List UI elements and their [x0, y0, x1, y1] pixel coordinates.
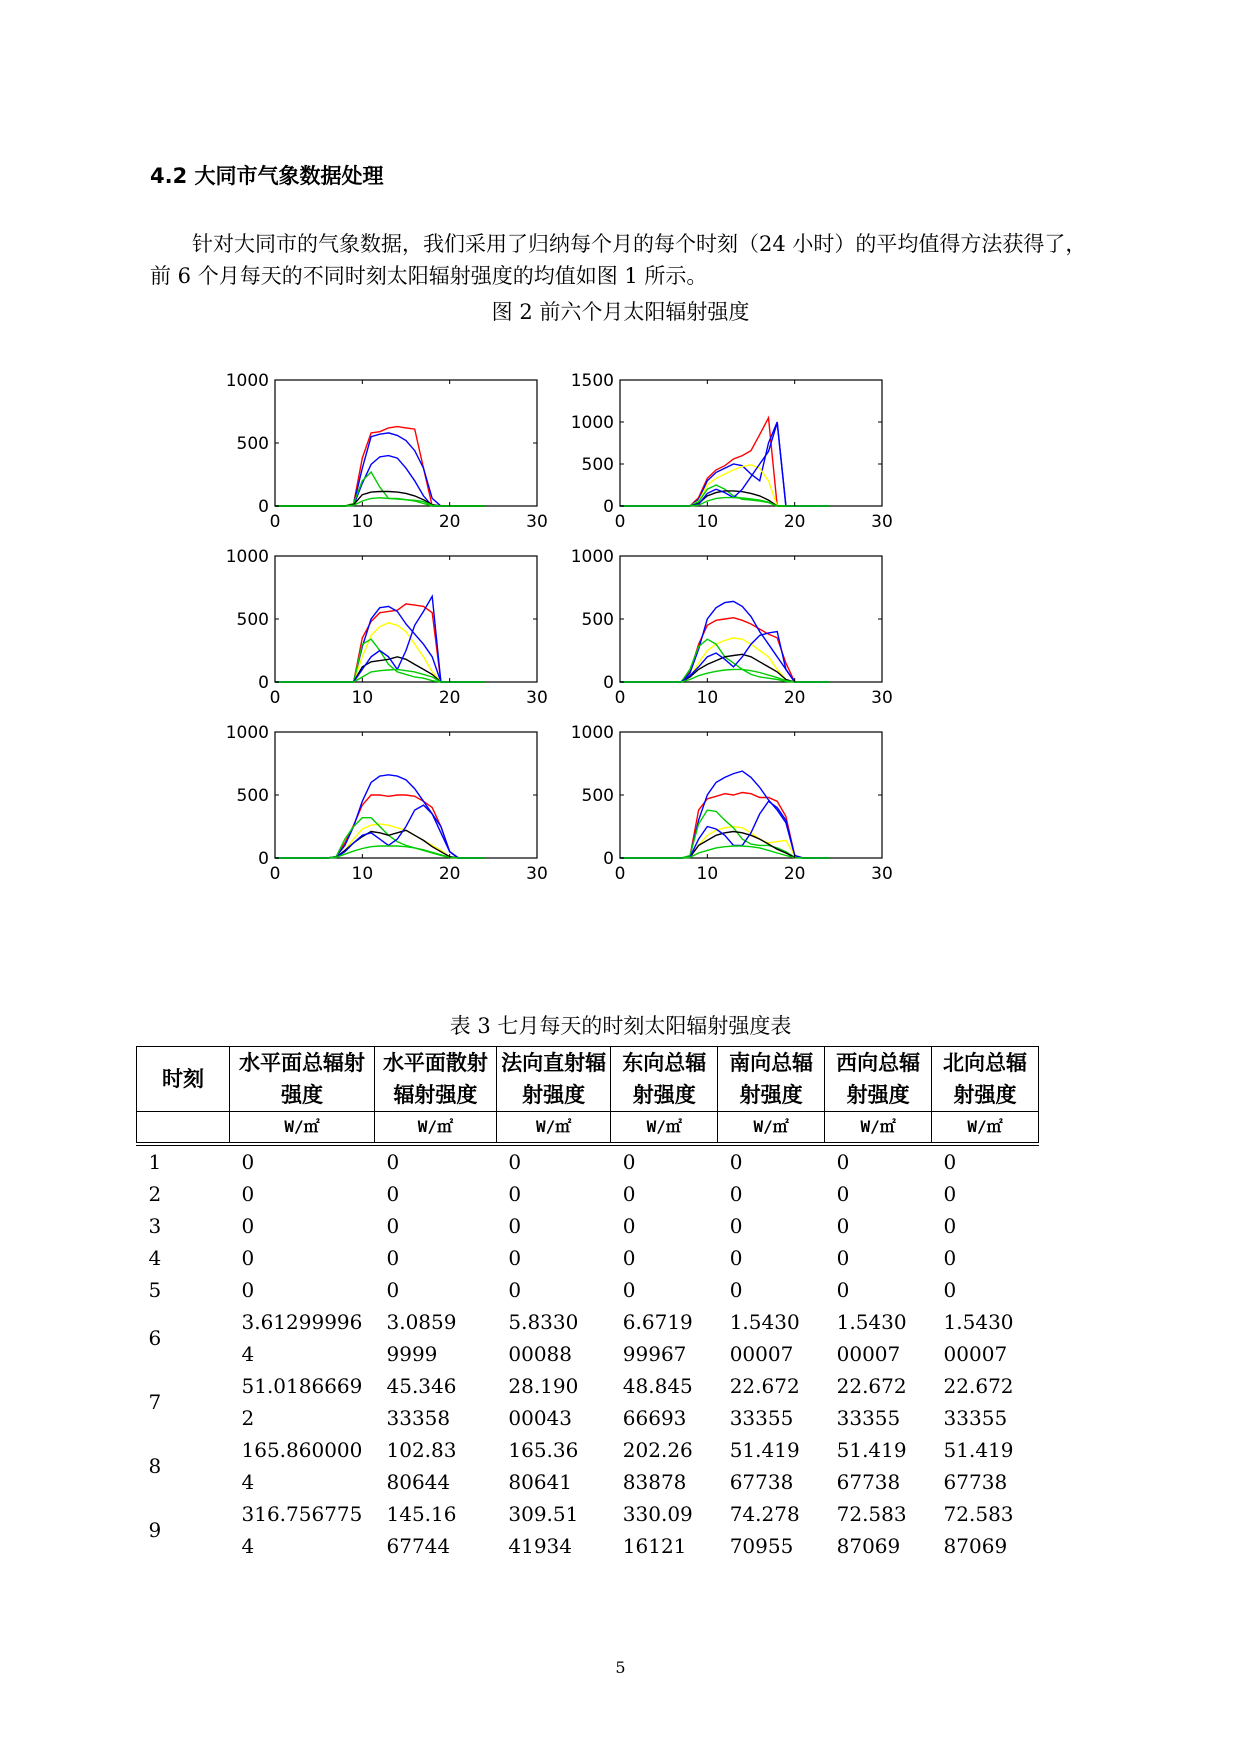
page-number: 5	[615, 1658, 626, 1677]
header-cell: 北向总辐射强度	[932, 1047, 1039, 1112]
value-cell: 22.672 33355	[943, 1374, 1014, 1430]
y-tick-label: 0	[258, 849, 269, 869]
unit-cell: W/㎡	[718, 1112, 825, 1145]
header-cell: 东向总辐射强度	[611, 1047, 718, 1112]
value-cell: 48.845 66693	[622, 1374, 693, 1430]
value-cell: 6.6719 99967	[622, 1310, 693, 1366]
table-row	[137, 1370, 1039, 1434]
x-tick-label: 0	[269, 864, 281, 884]
subplot-4	[571, 547, 893, 708]
x-tick-label: 20	[438, 512, 461, 532]
value-cell: 72.583 87069	[943, 1502, 1014, 1558]
value-cell: 0	[943, 1150, 957, 1174]
hour-cell: 6	[148, 1326, 162, 1350]
plot-frame	[620, 380, 882, 506]
value-cell: 0	[241, 1150, 255, 1174]
y-tick-label: 500	[236, 434, 269, 454]
plot-frame	[620, 556, 882, 682]
body-paragraph: 针对大同市的气象数据，我们采用了归纳每个月的每个时刻（24 小时）的平均值得方法获得了，前 6 个月每天的不同时刻太阳辐射强度的均值如图 1 所示。	[150, 232, 1087, 288]
table-row	[137, 1210, 1039, 1242]
value-cell: 51.419 67738	[729, 1438, 800, 1494]
plot-frame	[620, 732, 882, 858]
table-caption: 表 3 七月每天的时刻太阳辐射强度表	[449, 1014, 792, 1038]
value-cell: 5.8330 00088	[508, 1310, 579, 1366]
value-cell: 0	[836, 1214, 850, 1238]
table-row	[137, 1178, 1039, 1210]
section-heading: 4.2 大同市气象数据处理	[150, 164, 384, 188]
value-cell: 0	[943, 1278, 957, 1302]
table-row	[137, 1306, 1039, 1370]
x-tick-label: 30	[871, 512, 893, 532]
value-cell: 0	[622, 1278, 636, 1302]
value-cell: 51.419 67738	[836, 1438, 907, 1494]
x-tick-label: 30	[871, 864, 893, 884]
value-cell: 0	[241, 1246, 255, 1270]
y-tick-label: 1000	[225, 371, 269, 391]
value-cell: 0	[836, 1150, 850, 1174]
value-cell: 22.672 33355	[729, 1374, 800, 1430]
value-cell: 0	[943, 1182, 957, 1206]
hour-cell: 5	[148, 1278, 162, 1302]
y-tick-label: 500	[581, 610, 614, 630]
value-cell: 0	[241, 1182, 255, 1206]
y-tick-label: 1000	[225, 547, 269, 567]
value-cell: 0	[386, 1182, 400, 1206]
value-cell: 22.672 33355	[836, 1374, 907, 1430]
value-cell: 0	[508, 1278, 522, 1302]
value-cell: 74.278 70955	[729, 1502, 800, 1558]
value-cell: 0	[386, 1150, 400, 1174]
y-tick-label: 1500	[570, 371, 614, 391]
value-cell: 0	[508, 1214, 522, 1238]
value-cell: 0	[622, 1150, 636, 1174]
y-tick-label: 0	[258, 673, 269, 693]
table-row	[137, 1242, 1039, 1274]
value-cell: 102.83 80644	[386, 1438, 457, 1494]
x-tick-label: 30	[526, 512, 548, 532]
value-cell: 0	[386, 1278, 400, 1302]
unit-cell: W/㎡	[230, 1112, 375, 1145]
value-cell: 72.583 87069	[836, 1502, 907, 1558]
x-tick-label: 10	[351, 864, 374, 884]
value-cell: 0	[943, 1246, 957, 1270]
header-cell: 西向总辐射强度	[825, 1047, 932, 1112]
header-cell: 时刻	[137, 1047, 230, 1112]
x-tick-label: 0	[614, 512, 626, 532]
plot-frame	[275, 556, 537, 682]
value-cell: 309.51 41934	[508, 1502, 579, 1558]
unit-cell	[137, 1112, 230, 1145]
y-tick-label: 0	[603, 673, 614, 693]
x-tick-label: 20	[438, 864, 461, 884]
unit-cell: W/㎡	[825, 1112, 932, 1145]
radiation-figure	[225, 371, 1020, 960]
table-row	[137, 1274, 1039, 1306]
x-tick-label: 0	[614, 688, 626, 708]
value-cell: 0	[508, 1246, 522, 1270]
radiation-table	[136, 1046, 1039, 1562]
x-tick-label: 20	[783, 512, 806, 532]
value-cell: 28.190 00043	[508, 1374, 579, 1430]
header-cell: 水平面散射辐射强度	[375, 1047, 497, 1112]
value-cell: 330.09 16121	[622, 1502, 693, 1558]
subplot-6	[571, 723, 893, 884]
x-tick-label: 10	[696, 864, 719, 884]
hour-cell: 3	[148, 1214, 162, 1238]
hour-cell: 4	[148, 1246, 162, 1270]
value-cell: 145.16 67744	[386, 1502, 457, 1558]
value-cell: 51.419 67738	[943, 1438, 1014, 1494]
x-tick-label: 0	[269, 512, 281, 532]
value-cell: 165.860000 4	[241, 1438, 363, 1494]
unit-cell: W/㎡	[932, 1112, 1039, 1145]
value-cell: 0	[508, 1182, 522, 1206]
y-tick-label: 1000	[570, 547, 614, 567]
value-cell: 316.756775 4	[241, 1502, 363, 1558]
x-tick-label: 0	[614, 864, 626, 884]
y-tick-label: 500	[236, 786, 269, 806]
y-tick-label: 500	[236, 610, 269, 630]
subplot-3	[226, 547, 548, 708]
value-cell: 0	[729, 1278, 743, 1302]
value-cell: 165.36 80641	[508, 1438, 579, 1494]
value-cell: 1.5430 00007	[943, 1310, 1014, 1366]
value-cell: 0	[729, 1246, 743, 1270]
unit-cell: W/㎡	[496, 1112, 610, 1145]
x-tick-label: 10	[351, 688, 374, 708]
value-cell: 3.61299996 4	[241, 1310, 363, 1366]
value-cell: 0	[622, 1246, 636, 1270]
value-cell: 0	[729, 1214, 743, 1238]
hour-cell: 8	[148, 1454, 162, 1478]
value-cell: 0	[729, 1182, 743, 1206]
subplot-2	[571, 371, 893, 532]
y-tick-label: 500	[581, 455, 614, 475]
value-cell: 3.0859 9999	[386, 1310, 457, 1366]
y-tick-label: 0	[603, 497, 614, 517]
value-cell: 0	[508, 1150, 522, 1174]
hour-cell: 2	[148, 1182, 162, 1206]
value-cell: 51.0186669 2	[241, 1374, 363, 1430]
value-cell: 45.346 33358	[386, 1374, 457, 1430]
value-cell: 0	[241, 1278, 255, 1302]
value-cell: 0	[943, 1214, 957, 1238]
value-cell: 202.26 83878	[622, 1438, 693, 1494]
y-tick-label: 1000	[225, 723, 269, 743]
y-tick-label: 0	[258, 497, 269, 517]
x-tick-label: 20	[783, 864, 806, 884]
y-tick-label: 1000	[570, 723, 614, 743]
value-cell: 0	[836, 1182, 850, 1206]
value-cell: 1.5430 00007	[729, 1310, 800, 1366]
x-tick-label: 30	[526, 864, 548, 884]
header-cell: 法向直射辐射强度	[496, 1047, 610, 1112]
subplot-5	[226, 723, 548, 884]
subplot-1	[226, 371, 548, 532]
table-row	[137, 1434, 1039, 1498]
x-tick-label: 10	[696, 512, 719, 532]
x-tick-label: 30	[526, 688, 548, 708]
x-tick-label: 10	[696, 688, 719, 708]
y-tick-label: 500	[581, 786, 614, 806]
unit-cell: W/㎡	[611, 1112, 718, 1145]
x-tick-label: 20	[783, 688, 806, 708]
value-cell: 0	[241, 1214, 255, 1238]
x-tick-label: 10	[351, 512, 374, 532]
y-tick-label: 1000	[570, 413, 614, 433]
value-cell: 0	[622, 1182, 636, 1206]
hour-cell: 7	[148, 1390, 162, 1414]
table-row	[137, 1144, 1039, 1178]
y-tick-label: 0	[603, 849, 614, 869]
table-row	[137, 1498, 1039, 1562]
value-cell: 0	[729, 1150, 743, 1174]
value-cell: 0	[386, 1246, 400, 1270]
value-cell: 0	[836, 1278, 850, 1302]
figure-caption: 图 2 前六个月太阳辐射强度	[491, 300, 750, 324]
header-cell: 水平面总辐射强度	[230, 1047, 375, 1112]
header-cell: 南向总辐射强度	[718, 1047, 825, 1112]
plot-frame	[275, 380, 537, 506]
x-tick-label: 0	[269, 688, 281, 708]
unit-cell: W/㎡	[375, 1112, 497, 1145]
value-cell: 0	[836, 1246, 850, 1270]
x-tick-label: 20	[438, 688, 461, 708]
value-cell: 1.5430 00007	[836, 1310, 907, 1366]
hour-cell: 9	[148, 1518, 162, 1542]
value-cell: 0	[386, 1214, 400, 1238]
x-tick-label: 30	[871, 688, 893, 708]
hour-cell: 1	[148, 1150, 162, 1174]
value-cell: 0	[622, 1214, 636, 1238]
